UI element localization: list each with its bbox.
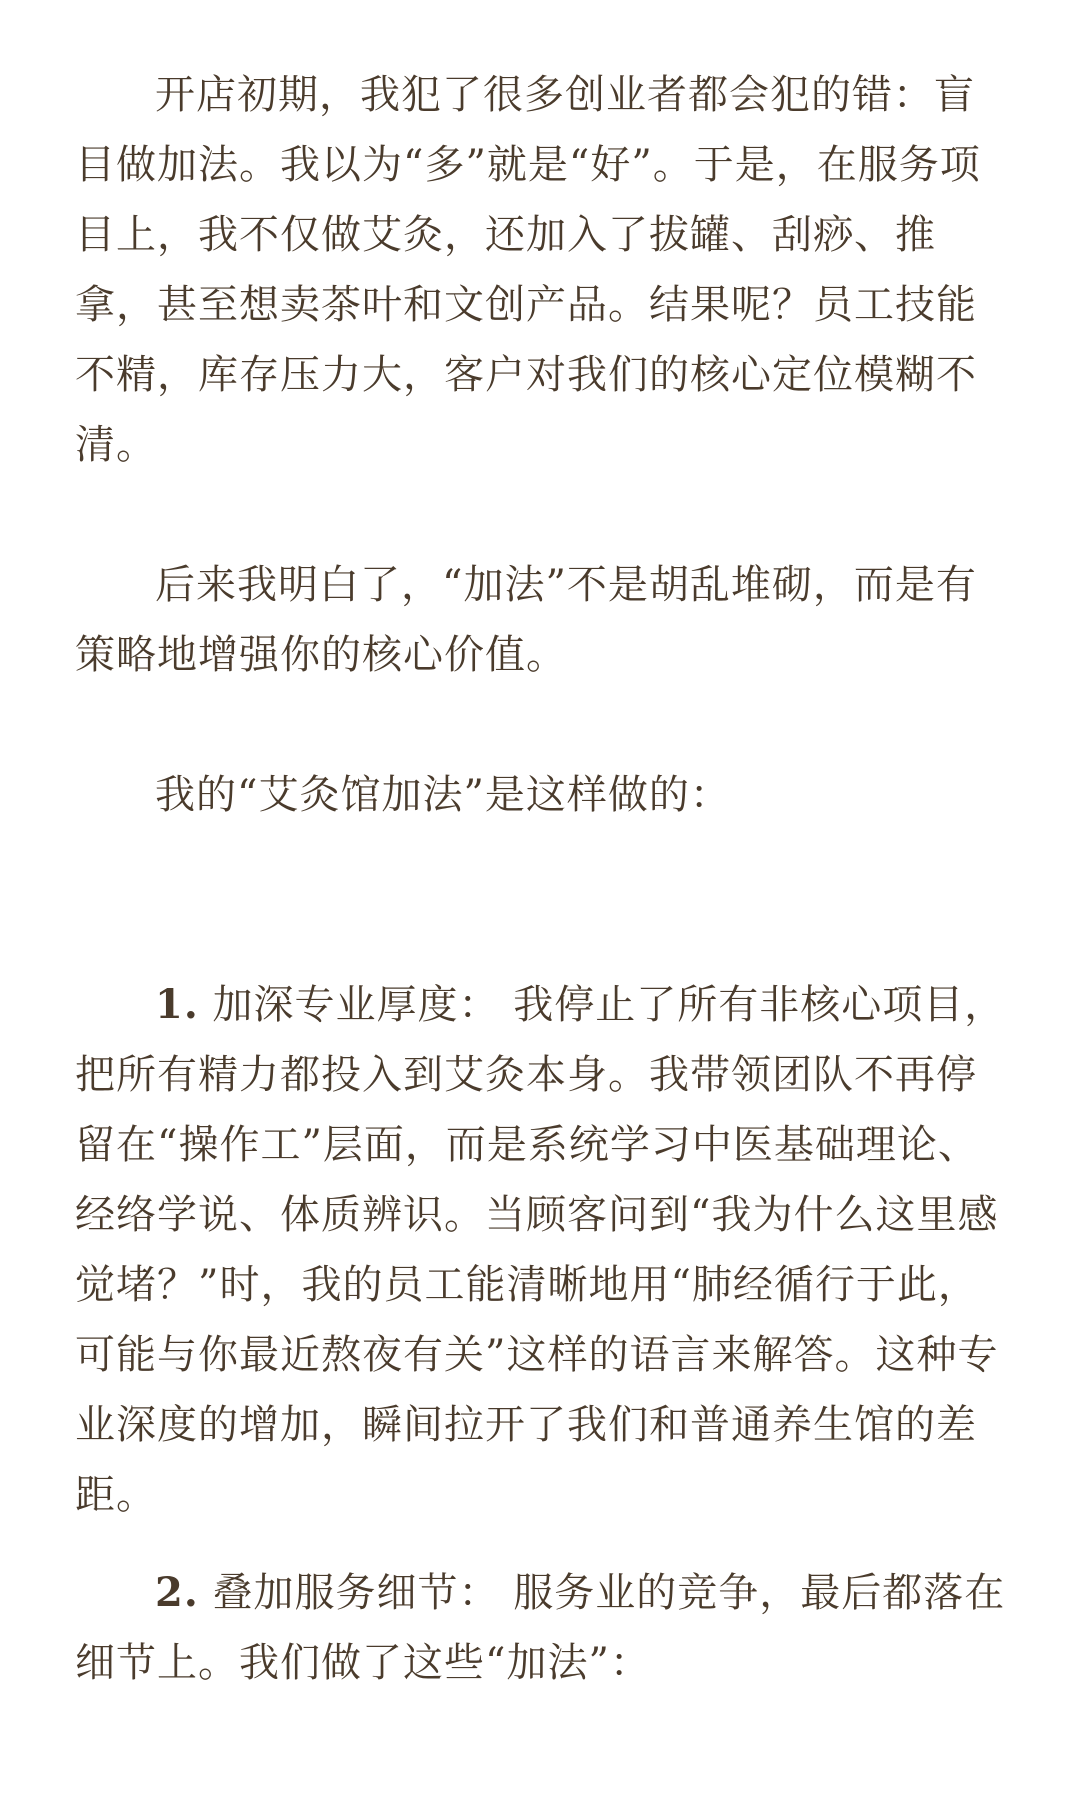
list-item-1 xyxy=(75,970,1015,1530)
list-item-2-number: 2. xyxy=(155,1569,199,1616)
list-item-2 xyxy=(75,1558,1015,1698)
list-item-1-number: 1. xyxy=(155,981,199,1028)
article xyxy=(75,60,1015,1698)
list-item-1-body: 我停止了所有非核心项目，把所有精力都投入到艾灸本身。我带领团队不再停留在“操作工”层面，而是系统学习中医基础理论、经络学说、体质辨识。当顾客问到“我为什么这里感觉堵？”时，我的员工能清晰地用“肺经循行于此，可能与你最近熬夜有关”这样的语言来解答。这种专业深度的增加，瞬间拉开了我们和普通养生馆的差距。 xyxy=(75,982,1006,1518)
list-item-2-body: 服务业的竞争，最后都落在细节上。我们做了这些“加法”： xyxy=(75,1570,1006,1686)
list-item-1-heading: 加深专业厚度： xyxy=(212,982,500,1028)
paragraph-lead-in: 我的“艾灸馆加法”是这样做的： xyxy=(155,772,731,818)
paragraph-insight: 后来我明白了，“加法”不是胡乱堆砌，而是有策略地增强你的核心价值。 xyxy=(75,562,977,678)
list-item-2-heading: 叠加服务细节： xyxy=(212,1570,500,1616)
paragraph-intro: 开店初期，我犯了很多创业者都会犯的错：盲目做加法。我以为“多”就是“好”。于是，在服务项目上，我不仅做艾灸，还加入了拔罐、刮痧、推拿，甚至想卖茶叶和文创产品。结果呢？员工技能不精，库存压力大，客户对我们的核心定位模糊不清。 xyxy=(75,72,981,468)
